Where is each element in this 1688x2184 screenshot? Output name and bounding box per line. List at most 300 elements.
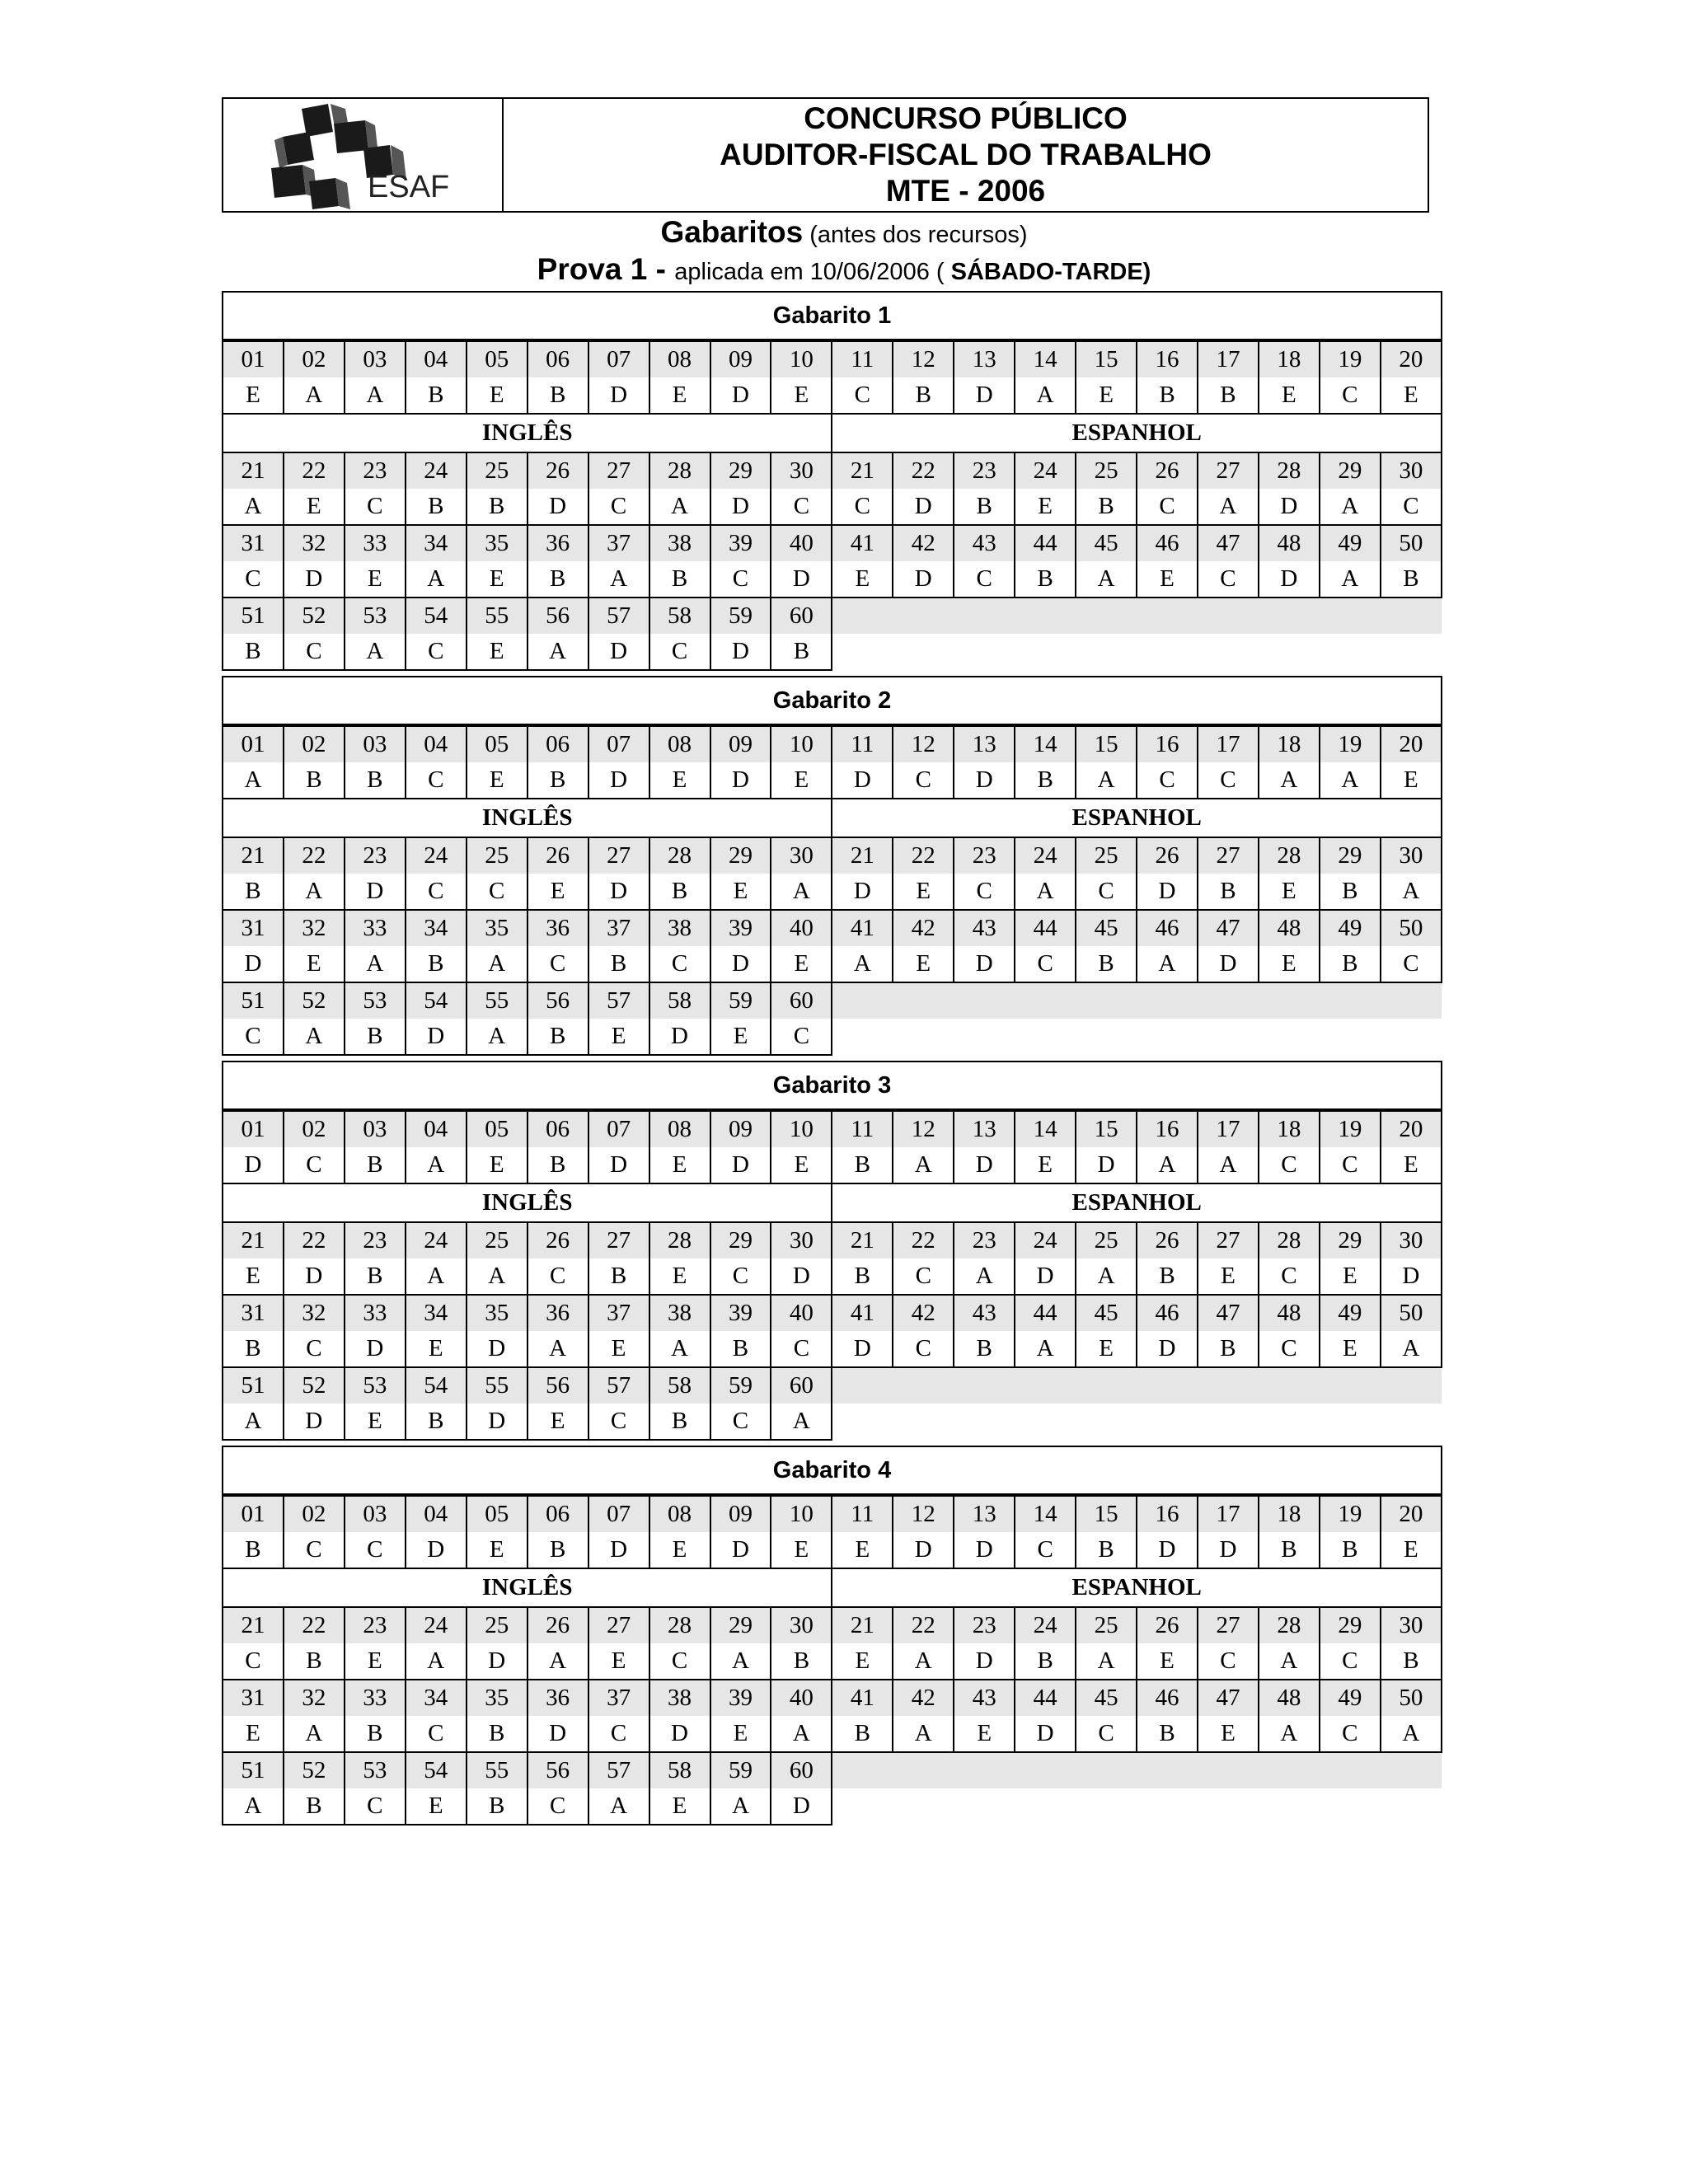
question-number: 10 [771, 726, 832, 762]
answer-letter: D [588, 1147, 649, 1183]
answer-letter: D [528, 489, 588, 525]
question-number: 58 [649, 982, 710, 1019]
answer-letter: D [771, 1788, 832, 1825]
question-number: 46 [1137, 1680, 1198, 1716]
answer-letter: A [1381, 874, 1442, 910]
exam-info [0, 251, 1688, 290]
answer-letter: E [771, 1532, 832, 1568]
question-number: 55 [467, 1367, 528, 1404]
table-row [223, 1716, 1442, 1752]
question-number: 08 [649, 1111, 710, 1147]
question-number: 21 [832, 1222, 893, 1258]
answer-letter: D [1137, 1331, 1198, 1367]
answer-letter: A [1198, 1147, 1259, 1183]
question-number: 24 [406, 452, 467, 489]
answer-letter: C [832, 489, 893, 525]
answer-letter: D [345, 874, 406, 910]
answer-letter: D [1137, 1532, 1198, 1568]
question-number: 28 [649, 1222, 710, 1258]
question-number: 49 [1320, 1680, 1381, 1716]
question-number: 36 [528, 910, 588, 946]
question-number: 31 [223, 910, 284, 946]
question-number: 32 [284, 525, 345, 561]
answer-letter: E [223, 1258, 284, 1295]
answer-letter: B [406, 1404, 467, 1440]
answer-letter: D [710, 946, 771, 982]
answer-letter: E [1381, 1147, 1442, 1183]
question-number: 25 [1076, 1607, 1137, 1643]
answer-letter: C [1320, 1643, 1381, 1680]
question-number: 59 [710, 598, 771, 634]
answer-letter: C [467, 874, 528, 910]
question-number: 51 [223, 1752, 284, 1788]
answer-letter: E [588, 1643, 649, 1680]
question-number: 19 [1320, 341, 1381, 377]
question-number: 52 [284, 982, 345, 1019]
question-number: 06 [528, 1111, 588, 1147]
answer-letter: B [954, 489, 1015, 525]
question-number: 34 [406, 1680, 467, 1716]
answer-letter: C [649, 634, 710, 670]
question-number: 50 [1381, 910, 1442, 946]
question-number: 39 [710, 525, 771, 561]
answer-letter: A [345, 946, 406, 982]
question-number: 46 [1137, 910, 1198, 946]
exam-title: Prova 1 [537, 252, 648, 286]
question-number: 16 [1137, 1111, 1198, 1147]
question-number: 20 [1381, 341, 1442, 377]
answer-letter: B [223, 874, 284, 910]
question-number: 29 [1320, 1607, 1381, 1643]
answer-letter: E [1381, 762, 1442, 799]
esaf-logo [223, 99, 504, 211]
answer-letter: A [710, 1643, 771, 1680]
question-number: 35 [467, 1295, 528, 1331]
question-number: 39 [710, 910, 771, 946]
question-number: 01 [223, 726, 284, 762]
question-number: 07 [588, 341, 649, 377]
answer-letter: C [345, 1532, 406, 1568]
question-number: 58 [649, 1367, 710, 1404]
answer-letter: D [893, 1532, 954, 1568]
question-number: 05 [467, 1496, 528, 1532]
question-number: 44 [1015, 1680, 1076, 1716]
answer-letter: D [467, 1643, 528, 1680]
answer-letter: D [1198, 1532, 1259, 1568]
empty-cell [832, 1019, 1442, 1055]
answer-letter: B [588, 946, 649, 982]
question-number: 15 [1076, 341, 1137, 377]
question-number: 09 [710, 341, 771, 377]
question-number: 13 [954, 1111, 1015, 1147]
answer-letter: A [345, 634, 406, 670]
question-number: 03 [345, 1496, 406, 1532]
question-number: 40 [771, 1680, 832, 1716]
table-row [223, 525, 1442, 561]
answer-letter: E [588, 1331, 649, 1367]
question-number: 37 [588, 910, 649, 946]
question-number: 55 [467, 982, 528, 1019]
answer-letter: D [588, 874, 649, 910]
table-row [223, 1019, 1442, 1055]
answer-letter: E [345, 1404, 406, 1440]
question-number: 03 [345, 726, 406, 762]
answer-letter: C [771, 1331, 832, 1367]
answer-letter: D [771, 1258, 832, 1295]
answer-letter: B [1381, 1643, 1442, 1680]
question-number: 40 [771, 525, 832, 561]
section-label-spanish: ESPANHOL [832, 1183, 1442, 1222]
question-number: 33 [345, 910, 406, 946]
answer-letter: B [1137, 1258, 1198, 1295]
answer-letter: D [1137, 874, 1198, 910]
answer-letter: B [771, 1643, 832, 1680]
question-number: 26 [1137, 1607, 1198, 1643]
question-number: 48 [1259, 1295, 1320, 1331]
question-number: 57 [588, 1752, 649, 1788]
question-number: 48 [1259, 525, 1320, 561]
answer-letter: C [1015, 946, 1076, 982]
question-number: 01 [223, 1111, 284, 1147]
answer-letter: D [588, 762, 649, 799]
question-number: 27 [1198, 1222, 1259, 1258]
question-number: 38 [649, 525, 710, 561]
answer-letter: D [1015, 1716, 1076, 1752]
answer-letter: A [1381, 1716, 1442, 1752]
question-number: 43 [954, 1295, 1015, 1331]
question-number: 05 [467, 1111, 528, 1147]
answer-letter: D [406, 1019, 467, 1055]
answer-letter: B [832, 1258, 893, 1295]
question-number: 47 [1198, 1680, 1259, 1716]
answer-letter: C [1381, 489, 1442, 525]
answer-letter: C [954, 874, 1015, 910]
answer-letter: D [954, 377, 1015, 414]
answer-letter: C [284, 1532, 345, 1568]
question-number: 45 [1076, 1295, 1137, 1331]
answer-key-title: Gabarito 2 [222, 676, 1442, 725]
question-number: 41 [832, 1295, 893, 1331]
question-number: 42 [893, 1680, 954, 1716]
question-number: 08 [649, 1496, 710, 1532]
answer-letter: C [1015, 1532, 1076, 1568]
answer-letter: B [1381, 561, 1442, 598]
question-number: 33 [345, 1680, 406, 1716]
question-number: 26 [528, 452, 588, 489]
answer-letter: E [223, 1716, 284, 1752]
answer-letter: A [893, 1716, 954, 1752]
question-number: 27 [1198, 837, 1259, 874]
question-number: 02 [284, 726, 345, 762]
question-number: 28 [649, 837, 710, 874]
question-number: 30 [771, 452, 832, 489]
table-row [223, 414, 1442, 452]
question-number: 09 [710, 726, 771, 762]
answer-letter: C [1076, 1716, 1137, 1752]
answer-letter: E [771, 762, 832, 799]
question-number: 09 [710, 1496, 771, 1532]
table-row [223, 874, 1442, 910]
answer-letter: C [1259, 1258, 1320, 1295]
answer-letter: B [954, 1331, 1015, 1367]
table-row [223, 1752, 1442, 1788]
answer-letter: B [1015, 762, 1076, 799]
exam-date: aplicada em 10/06/2006 ( [674, 259, 945, 285]
question-number: 55 [467, 1752, 528, 1788]
question-number: 03 [345, 1111, 406, 1147]
answer-letter: E [649, 1788, 710, 1825]
question-number: 59 [710, 982, 771, 1019]
answer-letter: E [649, 1258, 710, 1295]
answer-letter: A [771, 874, 832, 910]
question-number: 30 [771, 837, 832, 874]
esaf-logo-icon [223, 99, 502, 211]
question-number: 06 [528, 341, 588, 377]
table-row [223, 1607, 1442, 1643]
question-number: 27 [588, 1222, 649, 1258]
exam-dash: - [647, 252, 675, 286]
answer-letter: E [771, 946, 832, 982]
question-number: 41 [832, 1680, 893, 1716]
answer-letter: C [406, 762, 467, 799]
answer-letter: A [771, 1404, 832, 1440]
question-number: 29 [710, 452, 771, 489]
question-number: 21 [832, 452, 893, 489]
question-number: 17 [1198, 341, 1259, 377]
question-number: 54 [406, 598, 467, 634]
answer-letter: D [284, 1258, 345, 1295]
answer-letter: D [832, 874, 893, 910]
table-row [223, 762, 1442, 799]
answer-letter: D [284, 561, 345, 598]
answer-letter: D [467, 1331, 528, 1367]
answer-letter: B [1015, 561, 1076, 598]
answer-letter: E [771, 377, 832, 414]
table-row [223, 910, 1442, 946]
section-label-english: INGLÊS [223, 1568, 832, 1607]
question-number: 50 [1381, 1295, 1442, 1331]
answer-letter: A [223, 1788, 284, 1825]
question-number: 19 [1320, 726, 1381, 762]
answer-letter: C [1259, 1147, 1320, 1183]
question-number: 59 [710, 1752, 771, 1788]
question-number: 04 [406, 1496, 467, 1532]
question-number: 22 [284, 1607, 345, 1643]
answer-key-block [222, 676, 1442, 1056]
question-number: 17 [1198, 726, 1259, 762]
answer-letter: A [284, 1716, 345, 1752]
table-row [223, 634, 1442, 670]
subtitle-main: Gabaritos [660, 215, 804, 249]
question-number: 11 [832, 1496, 893, 1532]
answer-letter: A [588, 1788, 649, 1825]
section-label-spanish: ESPANHOL [832, 799, 1442, 837]
question-number: 01 [223, 1496, 284, 1532]
answer-letter: A [649, 1331, 710, 1367]
question-number: 21 [832, 1607, 893, 1643]
question-number: 52 [284, 598, 345, 634]
answer-letter: E [588, 1019, 649, 1055]
question-number: 32 [284, 910, 345, 946]
answer-letter: A [1320, 762, 1381, 799]
question-number: 27 [1198, 1607, 1259, 1643]
question-number: 35 [467, 910, 528, 946]
question-number: 08 [649, 341, 710, 377]
answer-letter: D [1198, 946, 1259, 982]
answer-letter: A [710, 1788, 771, 1825]
answer-letter: B [528, 561, 588, 598]
question-number: 42 [893, 1295, 954, 1331]
question-number: 45 [1076, 1680, 1137, 1716]
answer-letter: D [528, 1716, 588, 1752]
answer-letter: E [1076, 1331, 1137, 1367]
question-number: 14 [1015, 1496, 1076, 1532]
question-number: 22 [284, 1222, 345, 1258]
question-number: 18 [1259, 1111, 1320, 1147]
answer-letter: C [588, 1404, 649, 1440]
question-number: 21 [223, 837, 284, 874]
answer-letter: C [1259, 1331, 1320, 1367]
question-number: 24 [406, 1222, 467, 1258]
answer-letter: A [1015, 874, 1076, 910]
question-number: 23 [345, 1222, 406, 1258]
question-number: 22 [893, 452, 954, 489]
question-number: 56 [528, 598, 588, 634]
answer-letter: E [1198, 1716, 1259, 1752]
answer-letter: E [710, 874, 771, 910]
answer-letter: B [223, 1331, 284, 1367]
table-row [223, 377, 1442, 414]
answer-key-title: Gabarito 3 [222, 1061, 1442, 1110]
answer-letter: B [406, 489, 467, 525]
question-number: 04 [406, 726, 467, 762]
question-number: 07 [588, 1496, 649, 1532]
question-number: 19 [1320, 1111, 1381, 1147]
question-number: 31 [223, 525, 284, 561]
question-number: 29 [710, 837, 771, 874]
question-number: 44 [1015, 525, 1076, 561]
question-number: 48 [1259, 910, 1320, 946]
answer-letter: A [771, 1716, 832, 1752]
answer-letter: A [893, 1643, 954, 1680]
question-number: 45 [1076, 910, 1137, 946]
answer-letter: D [467, 1404, 528, 1440]
answer-letter: C [528, 1788, 588, 1825]
answer-letter: A [1076, 1643, 1137, 1680]
question-number: 13 [954, 341, 1015, 377]
answer-letter: E [893, 874, 954, 910]
answer-letter: A [954, 1258, 1015, 1295]
answer-letter: E [710, 1019, 771, 1055]
answer-letter: C [588, 1716, 649, 1752]
answer-letter: B [649, 561, 710, 598]
table-row [223, 1147, 1442, 1183]
title-contest: CONCURSO PÚBLICO [804, 101, 1128, 135]
answer-letter: B [528, 1532, 588, 1568]
answer-letter: A [467, 946, 528, 982]
question-number: 30 [771, 1222, 832, 1258]
question-number: 54 [406, 982, 467, 1019]
answer-letter: C [588, 489, 649, 525]
question-number: 23 [345, 837, 406, 874]
answer-letter: E [528, 1404, 588, 1440]
question-number: 53 [345, 598, 406, 634]
answer-letter: A [1198, 489, 1259, 525]
answer-letter: D [406, 1532, 467, 1568]
question-number: 42 [893, 525, 954, 561]
answer-letter: C [223, 1019, 284, 1055]
question-number: 18 [1259, 341, 1320, 377]
question-number: 24 [1015, 1607, 1076, 1643]
question-number: 45 [1076, 525, 1137, 561]
question-number: 38 [649, 1295, 710, 1331]
answer-letter: A [467, 1258, 528, 1295]
answer-letter: B [467, 1716, 528, 1752]
answer-letter: E [345, 561, 406, 598]
exam-session: SÁBADO-TARDE) [944, 259, 1151, 285]
answer-letter: D [710, 634, 771, 670]
answer-letter: D [710, 489, 771, 525]
answer-letter: B [1320, 874, 1381, 910]
question-number: 16 [1137, 1496, 1198, 1532]
question-number: 53 [345, 1752, 406, 1788]
answer-letter: C [1198, 1643, 1259, 1680]
answer-letter: B [223, 1532, 284, 1568]
question-number: 24 [406, 1607, 467, 1643]
answer-letter: A [528, 634, 588, 670]
table-row [223, 1295, 1442, 1331]
answer-letter: B [345, 1716, 406, 1752]
answer-letter: B [223, 634, 284, 670]
table-row [223, 1404, 1442, 1440]
empty-cell [832, 634, 1442, 670]
question-number: 10 [771, 341, 832, 377]
question-number: 35 [467, 525, 528, 561]
answer-letter: E [467, 377, 528, 414]
answer-letter: C [710, 561, 771, 598]
answer-letter: A [528, 1643, 588, 1680]
question-number: 34 [406, 525, 467, 561]
answer-letter: C [771, 489, 832, 525]
answer-letter: B [1076, 946, 1137, 982]
empty-cell [832, 598, 1442, 634]
answer-letter: E [467, 762, 528, 799]
answer-letter: D [832, 762, 893, 799]
answer-letter: E [832, 561, 893, 598]
question-number: 60 [771, 982, 832, 1019]
question-number: 41 [832, 910, 893, 946]
question-number: 44 [1015, 1295, 1076, 1331]
question-number: 29 [1320, 837, 1381, 874]
question-number: 15 [1076, 726, 1137, 762]
question-number: 28 [1259, 837, 1320, 874]
answer-letter: D [832, 1331, 893, 1367]
question-number: 25 [467, 452, 528, 489]
table-row [223, 1496, 1442, 1532]
answer-letter: A [284, 874, 345, 910]
answer-letter: B [1137, 1716, 1198, 1752]
question-number: 27 [588, 1607, 649, 1643]
question-number: 04 [406, 341, 467, 377]
answer-letter: C [710, 1404, 771, 1440]
answer-letter: E [284, 489, 345, 525]
table-row [223, 561, 1442, 598]
answer-letter: B [1320, 1532, 1381, 1568]
question-number: 33 [345, 525, 406, 561]
question-number: 58 [649, 1752, 710, 1788]
question-number: 29 [710, 1222, 771, 1258]
answer-letter: D [893, 561, 954, 598]
